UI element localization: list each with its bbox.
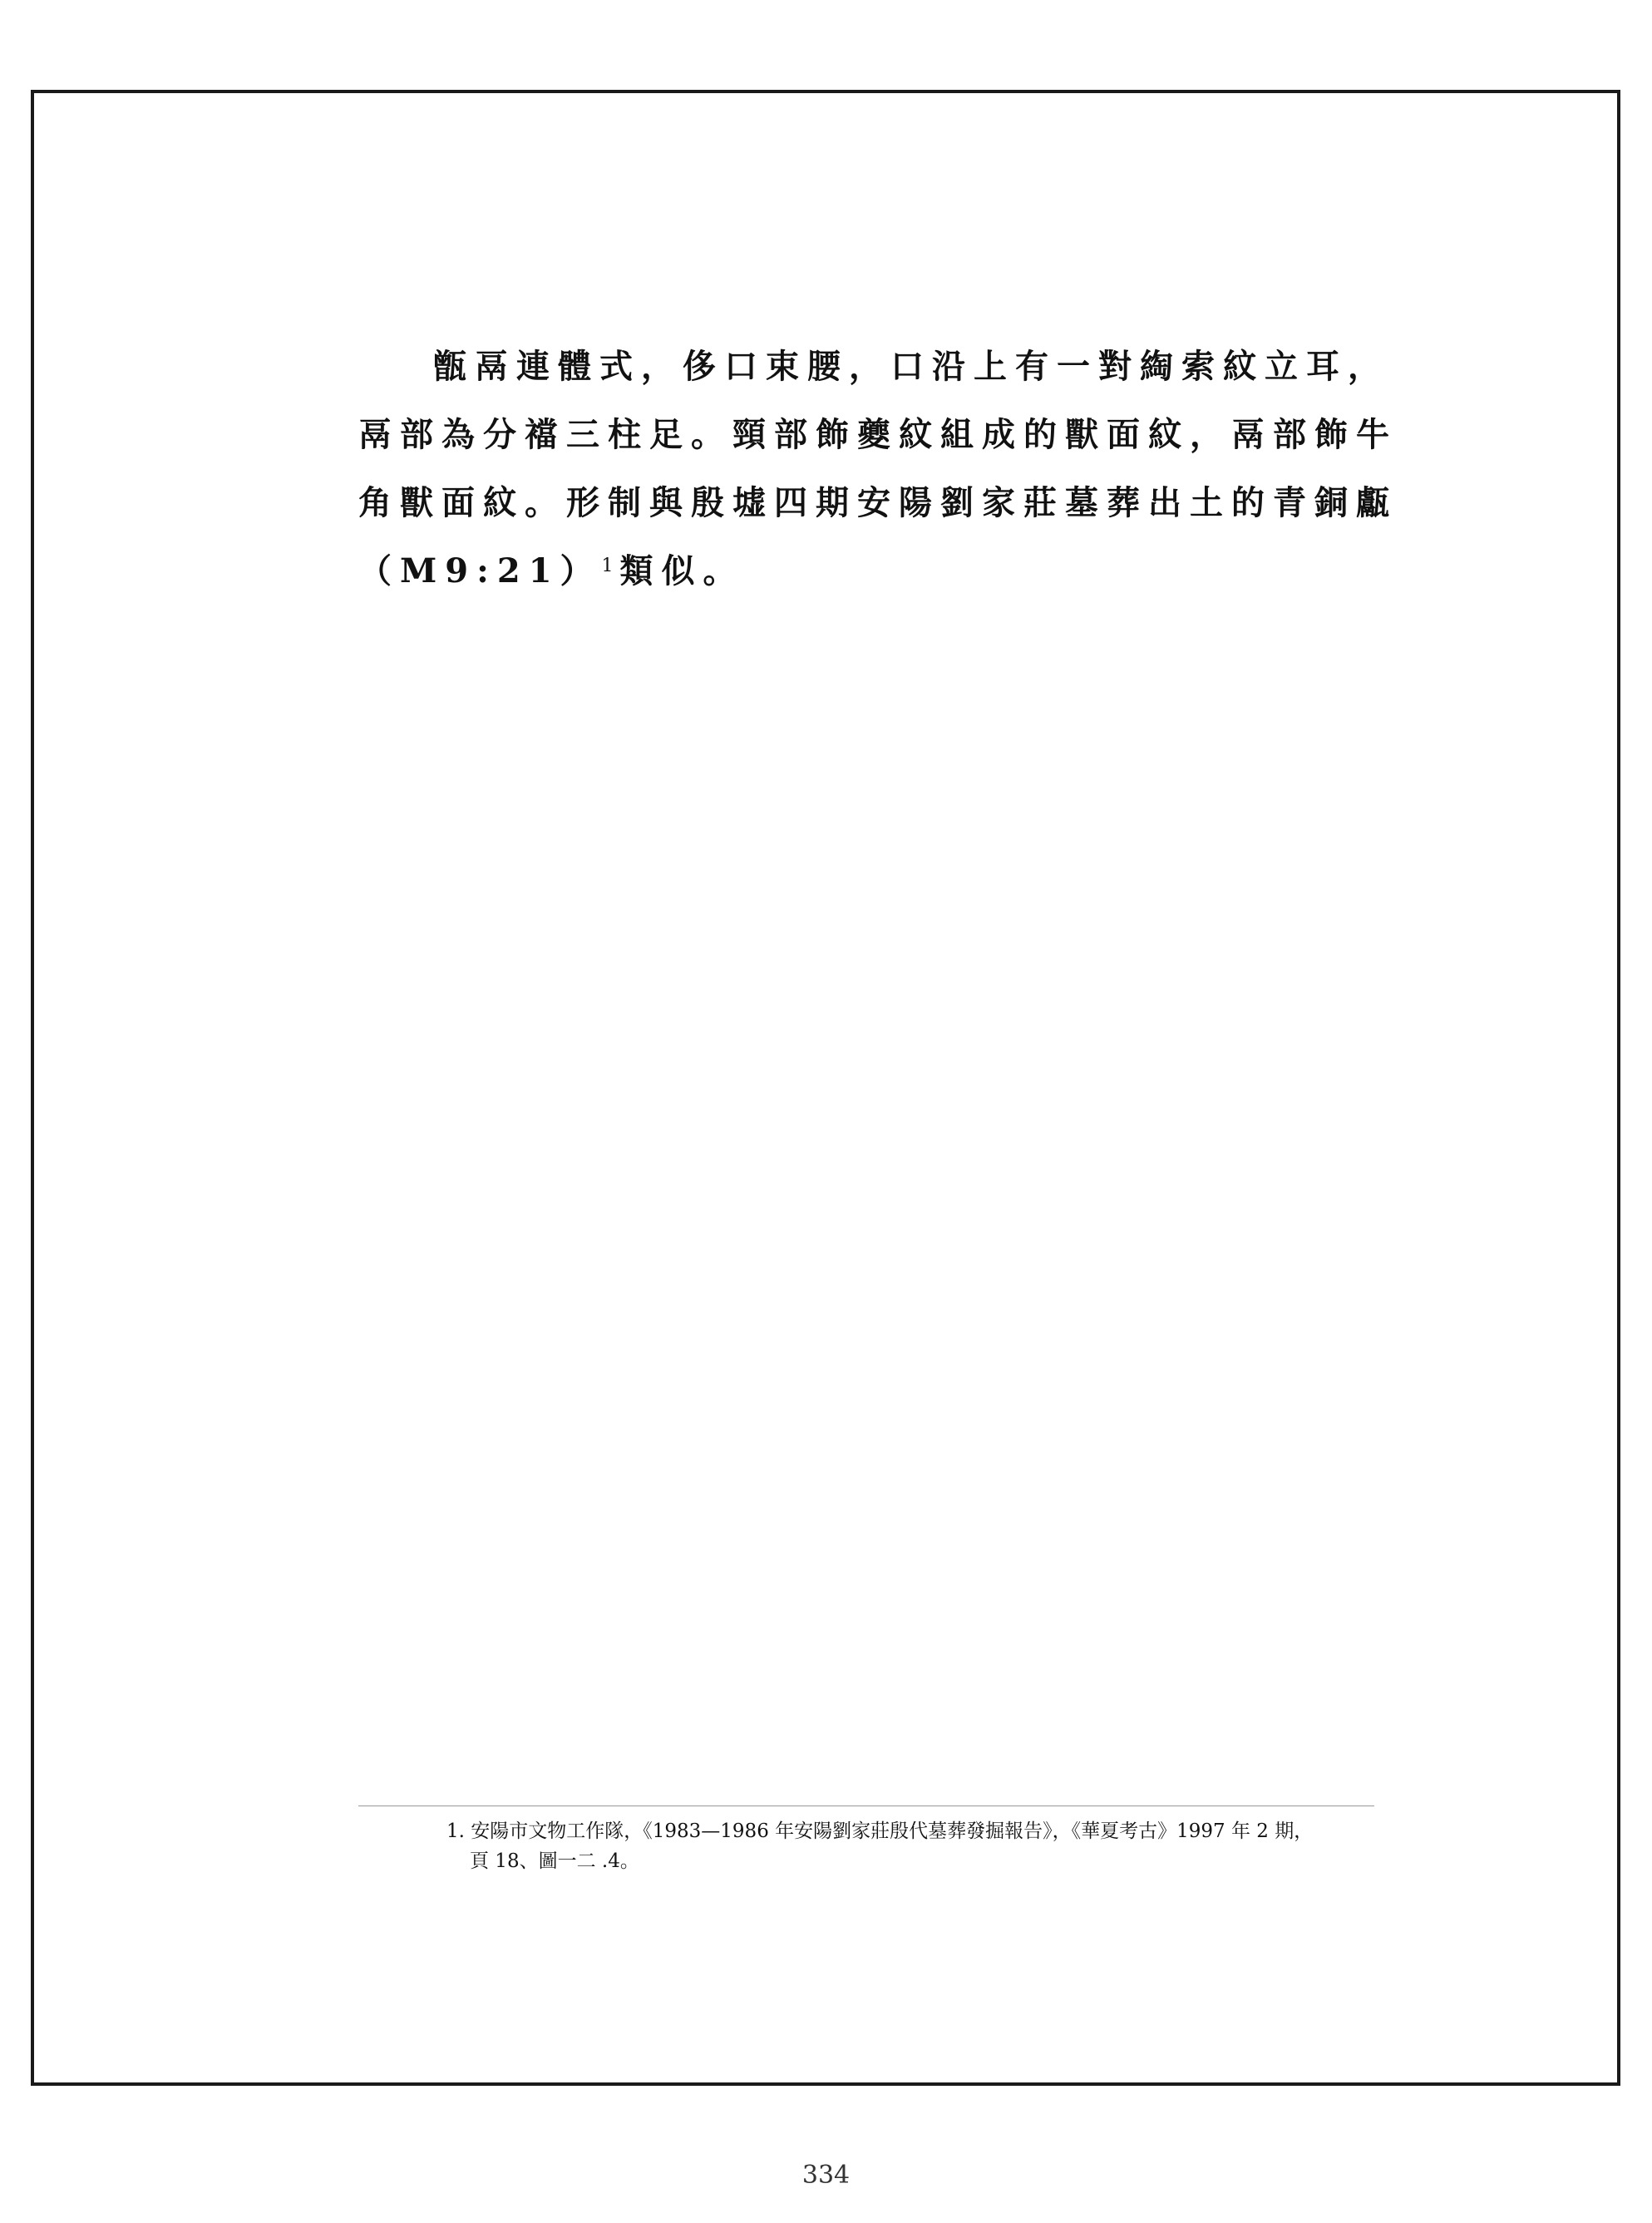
paragraph-line-4-end: 類似。 xyxy=(619,551,745,590)
footnote-line-1: 1. 安陽市文物工作隊，《1983—1986 年安陽劉家莊殷代墓葬發掘報告》，《華夏考古》1997 年 2 期， xyxy=(446,1820,1314,1842)
body-paragraph xyxy=(358,333,1398,605)
footnote xyxy=(446,1816,1378,1876)
specimen-number: （M9:21） xyxy=(358,551,602,590)
footnote-line-2: 頁 18、圖一二 .4。 xyxy=(470,1850,639,1872)
paragraph-line-1: 甑鬲連體式，侈口束腰，口沿上有一對綯索紋立耳， xyxy=(433,347,1389,386)
paragraph-line-4 xyxy=(358,537,1376,605)
paragraph-line-3: 角獸面紋。形制與殷墟四期安陽劉家莊墓葬出土的青銅甗 xyxy=(358,483,1398,522)
paragraph-line-2: 鬲部為分襠三柱足。頸部飾夔紋組成的獸面紋，鬲部飾牛 xyxy=(358,415,1398,454)
footnote-reference[interactable]: 1 xyxy=(601,556,614,576)
page-number: 334 xyxy=(801,2161,851,2190)
